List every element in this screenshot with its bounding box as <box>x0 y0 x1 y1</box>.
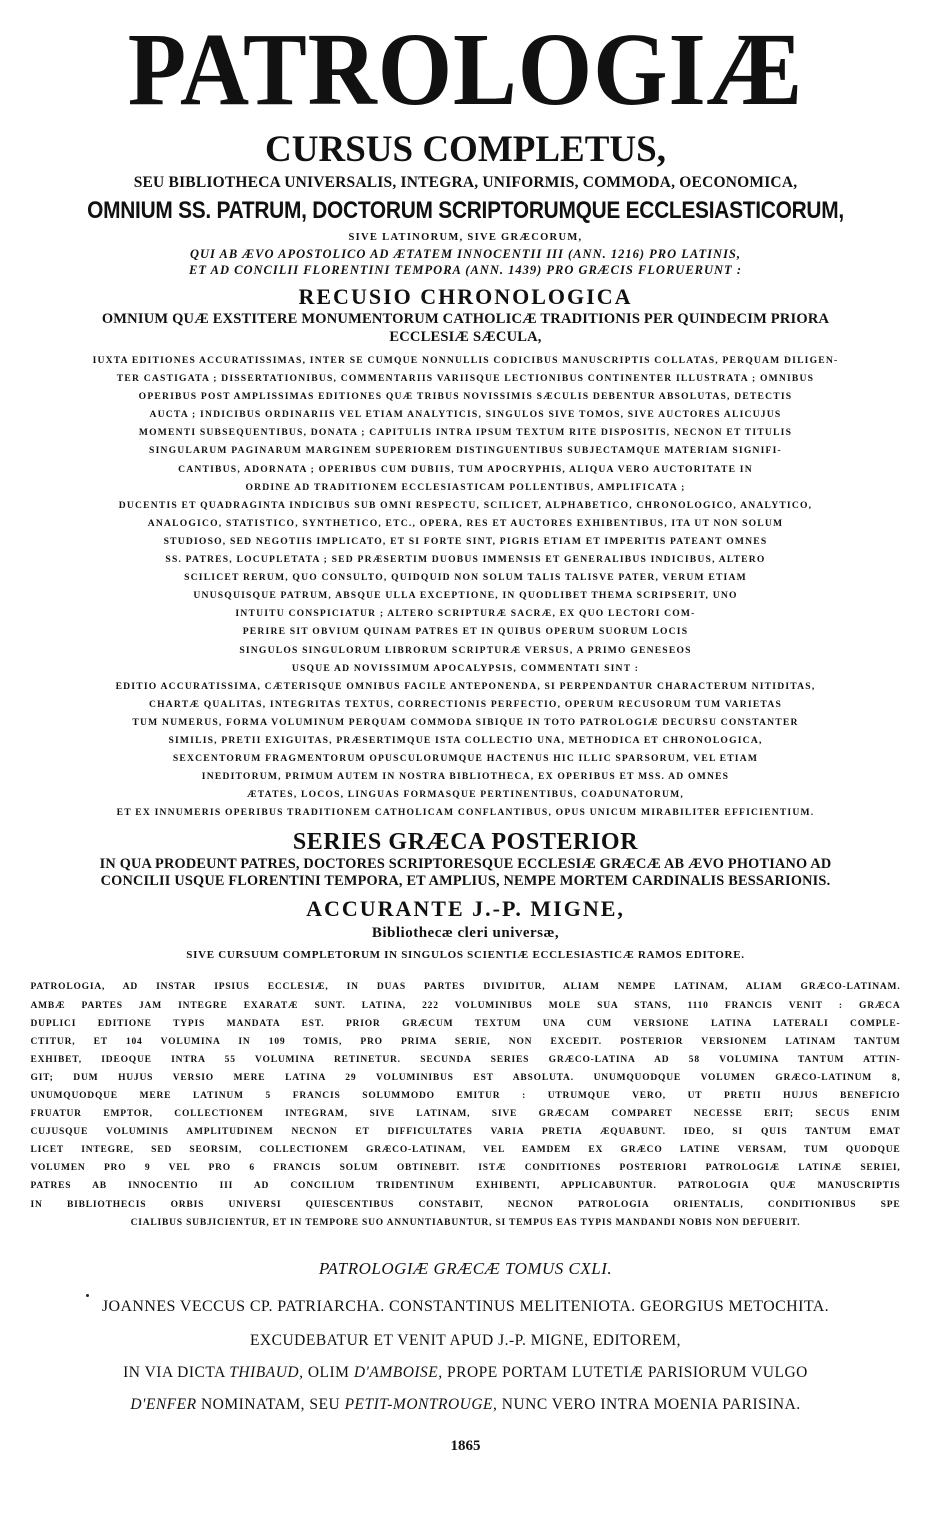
accurante-heading: ACCURANTE J.-P. MIGNE, <box>306 896 625 922</box>
ducentis-line: SINGULOS SINGULORUM LIBRORUM SCRIPTURÆ VERSUS, A PRIMO GENESEOS <box>239 644 692 656</box>
authors-line: JOANNES VECCUS CP. PATRIARCHA. CONSTANTINUS MELITENIOTA. GEORGIUS METOCHITA. <box>101 1297 830 1315</box>
patrologia-line: IN BIBLIOTHECIS ORBIS UNIVERSI QUIESCENTIBUS CONSTABIT, NECNON PATROLOGIA ORIENTALIS, CONDITIONIBUS SPE <box>30 1199 901 1210</box>
subtitle-seu: SEU BIBLIOTHECA UNIVERSALIS, INTEGRA, UNIFORMIS, COMMODA, OECONOMICA, <box>133 174 798 191</box>
qui-ab-aevo-line-1: QUI AB ÆVO APOSTOLICO AD ÆTATEM INNOCENTII III (ANN. 1216) PRO LATINIS, <box>189 247 742 261</box>
patrologia-line: DUPLICI EDITIONE TYPIS MANDATA EST. PRIOR GRÆCUM TEXTUM UNA CUM VERSIONE LATINA LATERALI COMPLE- <box>30 1018 901 1029</box>
denfer-name: D'ENFER <box>130 1395 197 1413</box>
subtitle-cursus: CURSUS COMPLETUS, <box>265 130 666 170</box>
tomus-line: PATROLOGIÆ GRÆCÆ TOMUS CXLI. <box>318 1258 613 1278</box>
editio-line: EDITIO ACCURATISSIMA, CÆTERISQUE OMNIBUS FACILE ANTEPONENDA, SI PERPENDANTUR CHARACTERUM NITIDITAS, <box>115 680 816 692</box>
in-via-text: PROPE PORTAM LUTETIÆ PARISIORUM VULGO <box>442 1363 808 1381</box>
iuxta-line: ORDINE AD TRADITIONEM ECCLESIASTICAM POLLENTIBUS, AMPLIFICATA ; <box>245 481 686 493</box>
in-via-street: THIBAUD, <box>229 1363 304 1381</box>
omnium-quae-line-2: ECCLESIÆ SÆCULA, <box>389 329 542 345</box>
editio-line: SEXCENTORUM FRAGMENTORUM OPUSCULORUMQUE HACTENUS HIC ILLIC SPARSORUM, VEL ETIAM <box>172 753 759 765</box>
ducentis-line: UNUSQUISQUE PATRUM, ABSQUE ULLA EXCEPTIONE, IN QUODLIBET THEMA SCRIPSERIT, UNO <box>193 590 738 602</box>
iuxta-paragraph <box>33 352 899 497</box>
patrologia-line: EXHIBET, IDEOQUE INTRA 55 VOLUMINA RETINETUR. SECUNDA SERIES GRÆCO-LATINA AD 58 VOLUMINA TANTUM ATTIN- <box>30 1054 901 1065</box>
iuxta-line: SINGULARUM PAGINARUM MARGINEM SUPERIOREM DISTINGUENTIBUS SUBJECTAMQUE MATERIAM SIGNIFI- <box>149 445 782 457</box>
patrologia-line: GIT; DUM HUJUS VERSIO MERE LATINA 29 VOLUMINIBUS EST ABSOLUTA. UNUMQUODQUE VOLUMEN GRÆCO-LATINUM 8, <box>30 1072 901 1083</box>
ducentis-line: STUDIOSO, SED NEGOTIIS IMPLICATO, ET SI FORTE SINT, PIGRIS ETIAM ET IMPERITIS PATEANT OMNES <box>163 535 768 547</box>
patrologia-line: CUJUSQUE VOLUMINIS AMPLITUDINEM NECNON ET DIFFICULTATES VARIA PRETIA ÆQUABUNT. IDEO, SI QUIS TANTUM EMAT <box>30 1127 901 1138</box>
ducentis-line: PERIRE SIT OBVIUM QUINAM PATRES ET IN QUIBUS OPERUM SUORUM LOCIS <box>242 626 689 638</box>
editio-line: TUM NUMERUS, FORMA VOLUMINUM PERQUAM COMMODA SIBIQUE IN TOTO PATROLOGIÆ DECURSU CONSTANTER <box>132 716 799 728</box>
editio-line: ÆTATES, LOCOS, LINGUAS FORMASQUE PERTINENTIBUS, COADUNATORUM, <box>246 789 685 801</box>
ducentis-line: SCILICET RERUM, QUO CONSULTO, QUIDQUID NON SOLUM TALIS TALISVE PATER, VERUM ETIAM <box>184 572 747 584</box>
in-qua-line-1: IN QUA PRODEUNT PATRES, DOCTORES SCRIPTORESQUE ECCLESIÆ GRÆCÆ AB ÆVO PHOTIANO AD <box>99 856 832 873</box>
denfer-text: NUNC VERO INTRA MOENIA PARISINA. <box>497 1395 801 1413</box>
editio-line: INEDITORUM, PRIMUM AUTEM IN NOSTRA BIBLIOTHECA, EX OPERIBUS ET MSS. AD OMNES <box>201 771 730 783</box>
iuxta-line: TER CASTIGATA ; DISSERTATIONIBUS, COMMENTARIIS VARIISQUE LECTIONIBUS CONTINENTER ILLUSTRATA ; OMNIBUS <box>116 373 815 385</box>
ducentis-line: INTUITU CONSPICIATUR ; ALTERO SCRIPTURÆ SACRÆ, EX QUO LECTORI COM- <box>235 608 696 620</box>
iuxta-line: CANTIBUS, ADORNATA ; OPERIBUS CUM DUBIIS, TUM APOCRYPHIS, ALIQUA VERO AUCTORITATE IN <box>178 463 753 475</box>
patrologia-line: CTITUR, ET 104 VOLUMINA IN 109 TOMIS, PRO PRIMA SERIE, NON EXCEDIT. POSTERIOR VERSIONEM LATINAM TANTUM <box>30 1036 901 1047</box>
patrologia-line: FRUATUR EMPTOR, COLLECTIONEM INTEGRAM, SIVE LATINAM, SIVE GRÆCAM COMPARET NECESSE ERIT; SECUS ENIM <box>30 1109 901 1120</box>
denfer-district: PETIT-MONTROUGE, <box>344 1395 498 1413</box>
ducentis-line: SS. PATRES, LOCUPLETATA ; SED PRÆSERTIM DUOBUS IMMENSIS ET GENERALIBUS INDICIBUS, ALTERO <box>165 554 766 566</box>
patrologia-line: PATROLOGIA, AD INSTAR IPSIUS ECCLESIÆ, IN DUAS PARTES DIVIDITUR, ALIAM NEMPE LATINAM, ALIAM GRÆCO-LATINAM. <box>30 982 901 993</box>
iuxta-line: OPERIBUS POST AMPLISSIMAS EDITIONES QUÆ TRIBUS NOVISSIMIS SÆCULIS DEBENTUR ABSOLUTAS, DETECTIS <box>138 391 793 403</box>
editio-paragraph <box>33 678 899 823</box>
patrologia-line: UNUMQUODQUE MERE LATINUM 5 FRANCIS SOLUMMODO EMITUR : UTRUMQUE VERO, UT PRETII HUJUS BENEFICIO <box>30 1091 901 1101</box>
iuxta-line: MOMENTI SUBSEQUENTIBUS, DONATA ; CAPITULIS INTRA IPSUM TEXTUM RITE DISPOSITIS, NECNON ET TITULIS <box>138 427 793 439</box>
iuxta-line: AUCTA ; INDICIBUS ORDINARIIS VEL ETIAM ANALYTICIS, SINGULOS SIVE TOMOS, SIVE AUCTORES ALICUJUS <box>149 409 782 421</box>
iuxta-line: IUXTA EDITIONES ACCURATISSIMAS, INTER SE CUMQUE NONNULLIS CODICIBUS MANUSCRIPTIS COLLATAS, PERQUAM DILIGEN- <box>92 355 839 366</box>
patrologia-line: CIALIBUS SUBJICIENTUR, ET IN TEMPORE SUO ANNUNTIABUNTUR, SI TEMPUS EAS TYPIS MANDANDI NOBIS NON DEFUERIT. <box>130 1217 801 1228</box>
main-title: PATROLOGIÆ <box>127 14 804 126</box>
subtitle-sive: SIVE LATINORUM, SIVE GRÆCORUM, <box>348 232 583 243</box>
editio-line: CHARTÆ QUALITAS, INTEGRITAS TEXTUS, CORRECTIONIS PERFECTIO, OPERUM RECUSORUM TUM VARIETAS <box>149 698 782 710</box>
sive-cursuum-line: SIVE CURSUUM COMPLETORUM IN SINGULOS SCIENTIÆ ECCLESIASTICÆ RAMOS EDITORE. <box>186 949 745 962</box>
denfer-line <box>28 1396 903 1414</box>
patrologia-paragraph <box>31 978 901 1231</box>
ducentis-line: ANALOGICO, STATISTICO, SYNTHETICO, ETC., OPERA, RES ET AUCTORES EXHIBENTIBUS, ITA UT NON SOLUM <box>147 517 784 529</box>
recusio-heading: RECUSIO CHRONOLOGICA <box>298 284 633 309</box>
patrologia-line: PATRES AB INNOCENTIO III AD CONCILIUM TRIDENTINUM EXHIBENTI, APPLICABUNTUR. PATROLOGIA QUÆ MANUSCRIPTIS <box>30 1181 901 1192</box>
in-via-line <box>28 1364 903 1382</box>
in-via-text: IN VIA DICTA <box>123 1363 230 1381</box>
in-via-text: OLIM <box>303 1363 354 1381</box>
subtitle-omnium: OMNIUM SS. PATRUM, DOCTORUM SCRIPTORUMQUE ECCLESIASTICORUM, <box>87 197 844 224</box>
denfer-text: NOMINATAM, SEU <box>196 1395 345 1413</box>
ducentis-paragraph <box>33 497 899 678</box>
ink-speck <box>86 1294 89 1297</box>
series-heading: SERIES GRÆCA POSTERIOR <box>292 829 639 856</box>
ducentis-line: USQUE AD NOVISSIMUM APOCALYPSIS, COMMENTATI SINT : <box>291 662 640 674</box>
ducentis-line: DUCENTIS ET QUADRAGINTA INDICIBUS SUB OMNI RESPECTU, SCILICET, ALPHABETICO, CHRONOLOGICO, ANALYTICO, <box>118 499 813 511</box>
in-qua-line-2: CONCILII USQUE FLORENTINI TEMPORA, ET AMPLIUS, NEMPE MORTEM CARDINALIS BESSARIONIS. <box>100 873 831 890</box>
patrologia-line: AMBÆ PARTES JAM INTEGRE EXARATÆ SUNT. LATINA, 222 VOLUMINIBUS MOLE SUA STANS, 1110 FRANCIS VENIT : GRÆCA <box>30 1000 901 1011</box>
bibliothecae-line: Bibliothecæ cleri universæ, <box>371 925 560 942</box>
omnium-quae-line-1: OMNIUM QUÆ EXSTITERE MONUMENTORUM CATHOLICÆ TRADITIONIS PER QUINDECIM PRIORA <box>101 311 830 327</box>
excudebatur-line: EXCUDEBATUR ET VENIT APUD J.-P. MIGNE, EDITOREM, <box>249 1331 682 1349</box>
publication-year: 1865 <box>450 1437 481 1454</box>
editio-line: SIMILIS, PRETII EXIGUITAS, PRÆSERTIMQUE ISTA COLLECTIO UNA, METHODICA ET CHRONOLOGICA, <box>168 734 763 746</box>
in-via-street-old: D'AMBOISE, <box>353 1363 443 1381</box>
qui-ab-aevo-line-2: ET AD CONCILII FLORENTINI TEMPORA (ANN. 1439) PRO GRÆCIS FLORUERUNT : <box>189 263 742 277</box>
patrologia-line: VOLUMEN PRO 9 VEL PRO 6 FRANCIS SOLUM OBTINEBIT. ISTÆ CONDITIONES POSTERIORI PATROLOGIÆ LATINÆ SERIEI, <box>30 1163 901 1174</box>
editio-line: ET EX INNUMERIS OPERIBUS TRADITIONEM CATHOLICAM CONFLANTIBUS, OPUS UNICUM MIRABILITER EFFICIENTIUM. <box>116 807 815 819</box>
patrologia-line: LICET INTEGRE, SED SEORSIM, COLLECTIONEM GRÆCO-LATINAM, VEL EAMDEM EX GRÆCO LATINE VERSAM, TUM QUODQUE <box>30 1145 901 1156</box>
